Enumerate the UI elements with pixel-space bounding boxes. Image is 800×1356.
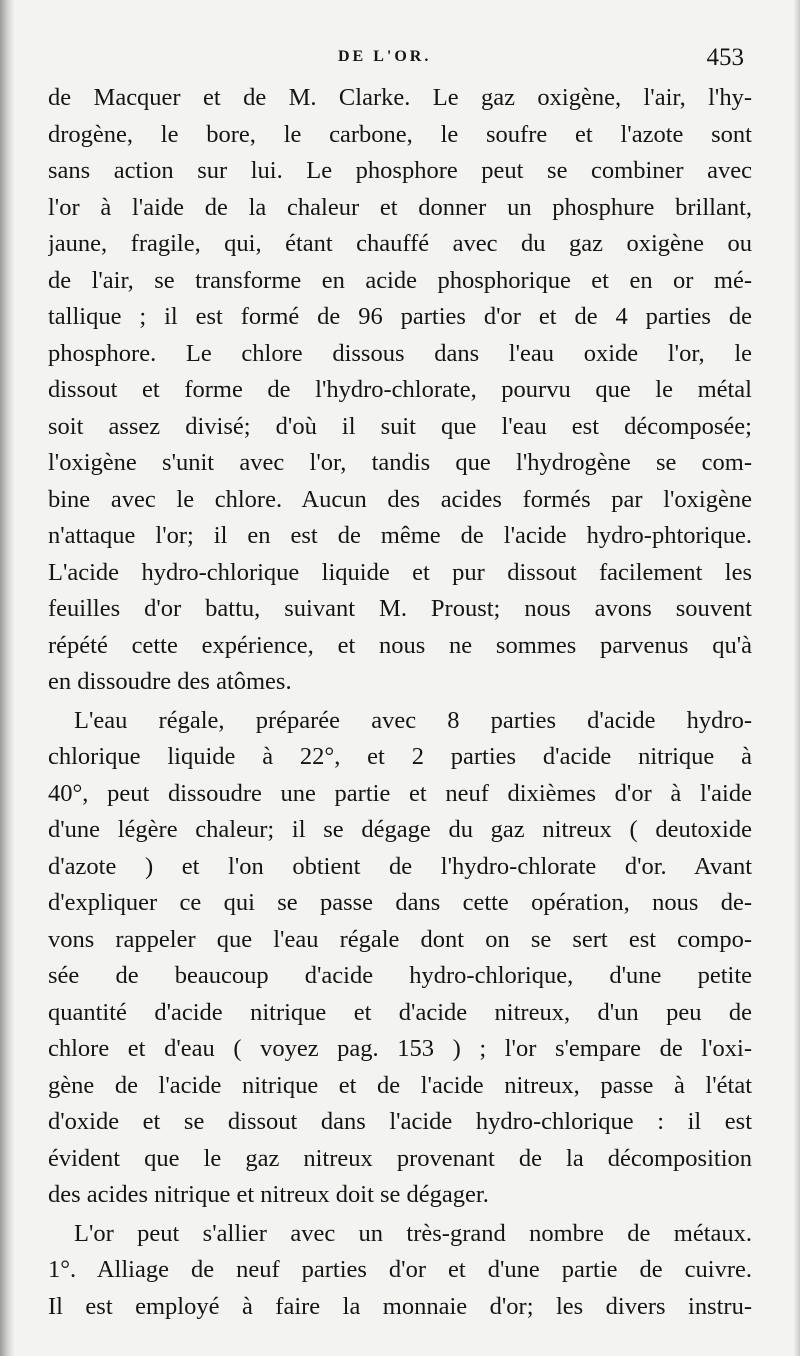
paragraph-end-line: des acides nitrique et nitreux doit se dégager. <box>48 1181 489 1208</box>
text-line: évident que le gaz nitreux provenant de la décomposition <box>48 1144 752 1172</box>
page-edge-left <box>0 0 14 1356</box>
text-line: vons rappeler que l'eau régale dont on se sert est compo- <box>48 925 752 953</box>
text-line: l'oxigène s'unit avec l'or, tandis que l'hydrogène se com- <box>48 449 752 476</box>
text-line: chlore et d'eau ( voyez pag. 153 ) ; l'or s'empare de l'oxi- <box>48 1035 752 1062</box>
text-line: jaune, fragile, qui, étant chauffé avec du gaz oxigène ou <box>48 230 752 257</box>
text-line: d'une légère chaleur; il se dégage du gaz nitreux ( deutoxide <box>48 816 752 843</box>
text-line: drogène, le bore, le carbone, le soufre et l'azote sont <box>48 120 752 148</box>
text-line: l'or à l'aide de la chaleur et donner un phosphure brillant, <box>48 193 752 221</box>
text-line: dissout et forme de l'hydro-chlorate, pourvu que le métal <box>48 376 752 403</box>
text-line: 40°, peut dissoudre une partie et neuf dixièmes d'or à l'aide <box>48 779 752 807</box>
text-line: feuilles d'or battu, suivant M. Proust; nous avons souvent <box>48 595 752 622</box>
text-line: d'expliquer ce qui se passe dans cette opération, nous de- <box>48 889 752 916</box>
text-line: gène de l'acide nitrique et de l'acide nitreux, passe à l'état <box>48 1071 752 1099</box>
paragraph-start-line: L'or peut s'allier avec un très-grand nombre de métaux. <box>74 1219 752 1247</box>
text-line: répété cette expérience, et nous ne sommes parvenus qu'à <box>48 631 752 659</box>
text-line: sée de beaucoup d'acide hydro-chlorique, d'une petite <box>48 962 752 989</box>
text-line: tallique ; il est formé de 96 parties d'or et de 4 parties de <box>48 303 752 330</box>
text-line: de l'air, se transforme en acide phosphorique et en or mé- <box>48 266 752 294</box>
page-edge-right <box>794 0 800 1356</box>
text-line: Il est employé à faire la monnaie d'or; les divers instru- <box>48 1292 752 1320</box>
text-line: chlorique liquide à 22°, et 2 parties d'acide nitrique à <box>48 743 752 770</box>
page-number: 453 <box>706 44 744 71</box>
text-line: d'oxide et se dissout dans l'acide hydro-chlorique : il est <box>48 1108 752 1135</box>
text-line: phosphore. Le chlore dissous dans l'eau oxide l'or, le <box>48 339 752 367</box>
paragraph-start-line: L'eau régale, préparée avec 8 parties d'acide hydro- <box>74 706 752 734</box>
running-head: DE L'OR. <box>338 48 432 65</box>
text-line: bine avec le chlore. Aucun des acides formés par l'oxigène <box>48 485 752 513</box>
paragraph-end-line: en dissoudre des atômes. <box>48 668 292 695</box>
text-line: sans action sur lui. Le phosphore peut se combiner avec <box>48 157 752 184</box>
text-line: L'acide hydro-chlorique liquide et pur dissout facilement les <box>48 558 752 586</box>
text-line: n'attaque l'or; il en est de même de l'acide hydro-phtorique. <box>48 522 752 549</box>
text-line: d'azote ) et l'on obtient de l'hydro-chlorate d'or. Avant <box>48 852 752 880</box>
text-line: de Macquer et de M. Clarke. Le gaz oxigène, l'air, l'hy- <box>48 84 752 111</box>
body-text <box>48 80 752 1325</box>
text-line: quantité d'acide nitrique et d'acide nitreux, d'un peu de <box>48 998 752 1026</box>
page-header <box>48 44 748 76</box>
alloy-heading-line: 1°. Alliage de neuf parties d'or et d'une partie de cuivre. <box>48 1256 752 1283</box>
text-line: soit assez divisé; d'où il suit que l'eau est décomposée; <box>48 412 752 440</box>
